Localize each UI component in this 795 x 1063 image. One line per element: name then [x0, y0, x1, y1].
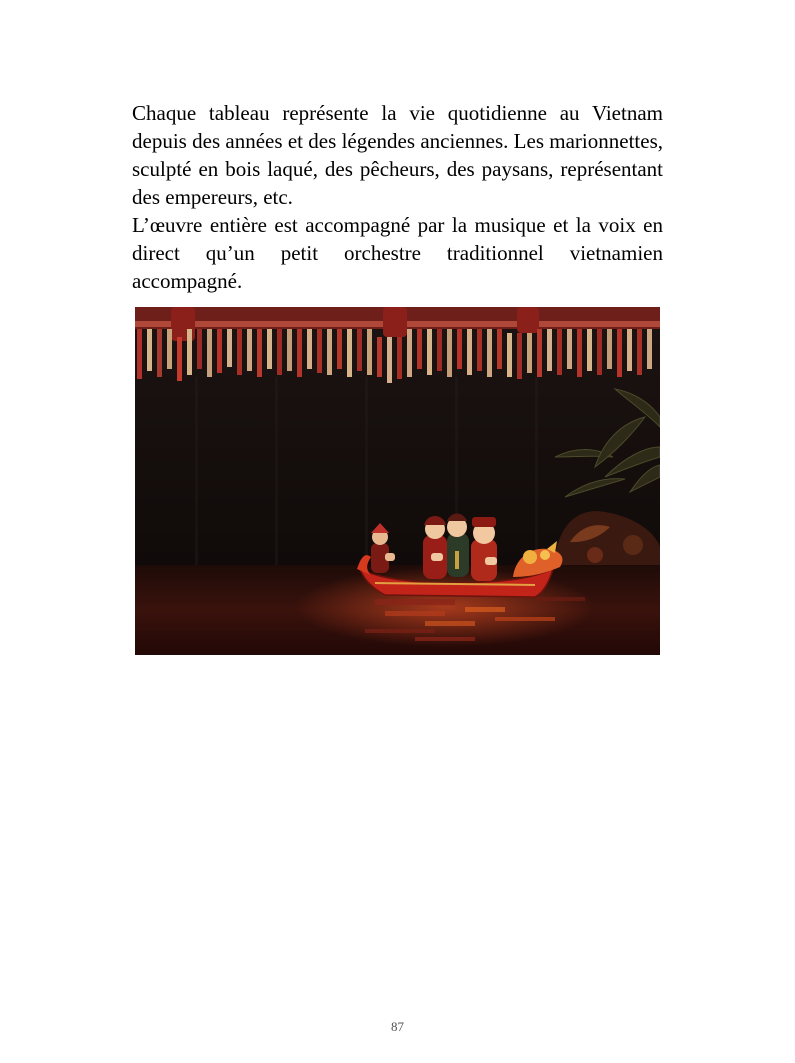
puppet-center: [447, 514, 469, 578]
body-text: [132, 99, 663, 295]
paragraph-2: L’œuvre entière est accompagné par la musique et la voix en direct qu’un petit orchestre traditionnel vietnamien accompagné.: [132, 213, 663, 293]
paragraph-1: Chaque tableau représente la vie quotidienne au Vietnam depuis des années et des légendes anciennes. Les marionnettes, sculpté en bois laqué, des pêcheurs, des paysans, représentant des empereurs, etc.: [132, 101, 663, 209]
puppet-center-left: [423, 516, 447, 579]
water-puppet-photo: [135, 307, 660, 655]
puppet-right: [471, 517, 497, 581]
page-number: 87: [391, 1019, 404, 1034]
